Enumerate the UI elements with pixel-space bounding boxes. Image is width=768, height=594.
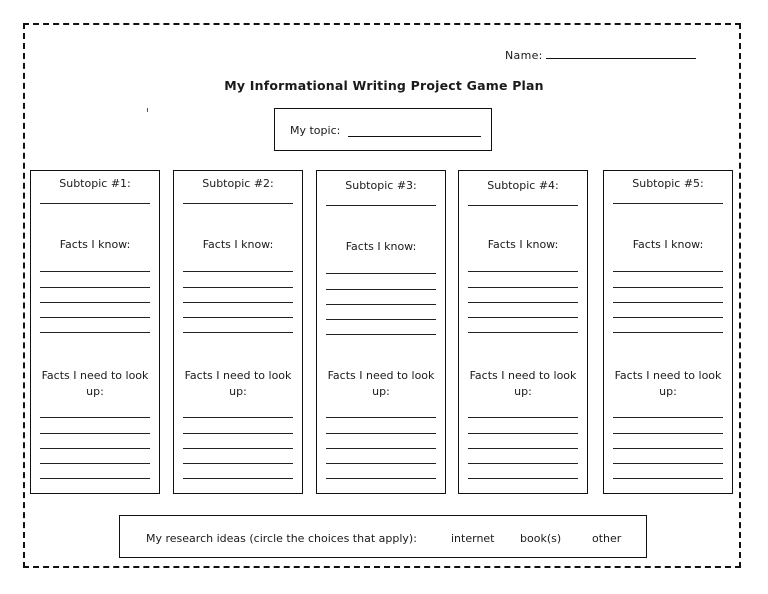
fact-line[interactable]: [326, 289, 436, 290]
fact-line[interactable]: [613, 287, 723, 288]
facts-known-label: Facts I know:: [345, 240, 417, 253]
lookup-line[interactable]: [468, 478, 578, 479]
lookup-line[interactable]: [613, 417, 723, 418]
facts-known-label: Facts I know:: [59, 238, 131, 251]
fact-line[interactable]: [613, 332, 723, 333]
fact-line[interactable]: [183, 287, 293, 288]
lookup-line[interactable]: [468, 433, 578, 434]
lookup-line[interactable]: [40, 448, 150, 449]
lookup-line[interactable]: [40, 463, 150, 464]
lookup-line[interactable]: [326, 478, 436, 479]
lookup-line[interactable]: [183, 433, 293, 434]
fact-line[interactable]: [468, 332, 578, 333]
lookup-line[interactable]: [183, 478, 293, 479]
lookup-line[interactable]: [40, 417, 150, 418]
subtopic-blank[interactable]: [468, 205, 578, 206]
facts-need-label: Facts I need to look up:: [614, 369, 722, 398]
subtopic-blank[interactable]: [326, 205, 436, 206]
facts-known-label: Facts I know:: [632, 238, 704, 251]
facts-known-label: Facts I know:: [487, 238, 559, 251]
name-field[interactable]: [505, 49, 696, 62]
lookup-line[interactable]: [613, 463, 723, 464]
topic-blank[interactable]: [348, 136, 481, 137]
name-label: Name:: [505, 49, 543, 62]
subtopic-label: Subtopic #5:: [632, 177, 704, 190]
facts-known-label: Facts I know:: [202, 238, 274, 251]
fact-line[interactable]: [326, 334, 436, 335]
fact-line[interactable]: [183, 332, 293, 333]
facts-need-label: Facts I need to look up:: [41, 369, 149, 398]
fact-line[interactable]: [40, 287, 150, 288]
facts-need-label: Facts I need to look up:: [469, 369, 577, 398]
fact-line[interactable]: [613, 317, 723, 318]
lookup-line[interactable]: [468, 463, 578, 464]
fact-line[interactable]: [468, 302, 578, 303]
subtopic-column-3: [316, 170, 446, 494]
fact-line[interactable]: [326, 273, 436, 274]
fact-line[interactable]: [40, 271, 150, 272]
subtopic-column-1: [30, 170, 160, 494]
fact-line[interactable]: [326, 304, 436, 305]
fact-line[interactable]: [40, 302, 150, 303]
subtopic-blank[interactable]: [40, 203, 150, 204]
fact-line[interactable]: [326, 319, 436, 320]
lookup-line[interactable]: [183, 417, 293, 418]
lookup-line[interactable]: [40, 478, 150, 479]
facts-need-label: Facts I need to look up:: [327, 369, 435, 398]
fact-line[interactable]: [613, 302, 723, 303]
fact-line[interactable]: [183, 271, 293, 272]
lookup-line[interactable]: [183, 448, 293, 449]
subtopic-blank[interactable]: [183, 203, 293, 204]
fact-line[interactable]: [183, 302, 293, 303]
name-blank[interactable]: [546, 49, 696, 59]
lookup-line[interactable]: [613, 478, 723, 479]
subtopic-label: Subtopic #4:: [487, 179, 559, 192]
lookup-line[interactable]: [613, 433, 723, 434]
choice-books[interactable]: book(s): [520, 532, 562, 545]
choice-other[interactable]: other: [592, 532, 622, 545]
fact-line[interactable]: [40, 317, 150, 318]
lookup-line[interactable]: [326, 463, 436, 464]
lookup-line[interactable]: [326, 433, 436, 434]
topic-box[interactable]: [274, 108, 492, 151]
fact-line[interactable]: [468, 287, 578, 288]
lookup-line[interactable]: [468, 417, 578, 418]
lookup-line[interactable]: [183, 463, 293, 464]
lookup-line[interactable]: [326, 417, 436, 418]
topic-label: My topic:: [290, 124, 341, 137]
lookup-line[interactable]: [613, 448, 723, 449]
lookup-line[interactable]: [468, 448, 578, 449]
lookup-line[interactable]: [326, 448, 436, 449]
page-title: My Informational Writing Project Game Plan: [224, 78, 544, 93]
fact-line[interactable]: [468, 271, 578, 272]
subtopic-label: Subtopic #1:: [59, 177, 131, 190]
research-ideas-box: [119, 515, 647, 558]
subtopic-label: Subtopic #2:: [202, 177, 274, 190]
stray-mark: [147, 108, 148, 112]
facts-need-label: Facts I need to look up:: [184, 369, 292, 398]
fact-line[interactable]: [40, 332, 150, 333]
fact-line[interactable]: [183, 317, 293, 318]
subtopic-column-5: [603, 170, 733, 494]
fact-line[interactable]: [613, 271, 723, 272]
choice-internet[interactable]: internet: [451, 532, 495, 545]
subtopic-label: Subtopic #3:: [345, 179, 417, 192]
subtopic-blank[interactable]: [613, 203, 723, 204]
subtopic-column-2: [173, 170, 303, 494]
fact-line[interactable]: [468, 317, 578, 318]
lookup-line[interactable]: [40, 433, 150, 434]
subtopic-column-4: [458, 170, 588, 494]
research-prompt: My research ideas (circle the choices that apply):: [146, 532, 417, 545]
